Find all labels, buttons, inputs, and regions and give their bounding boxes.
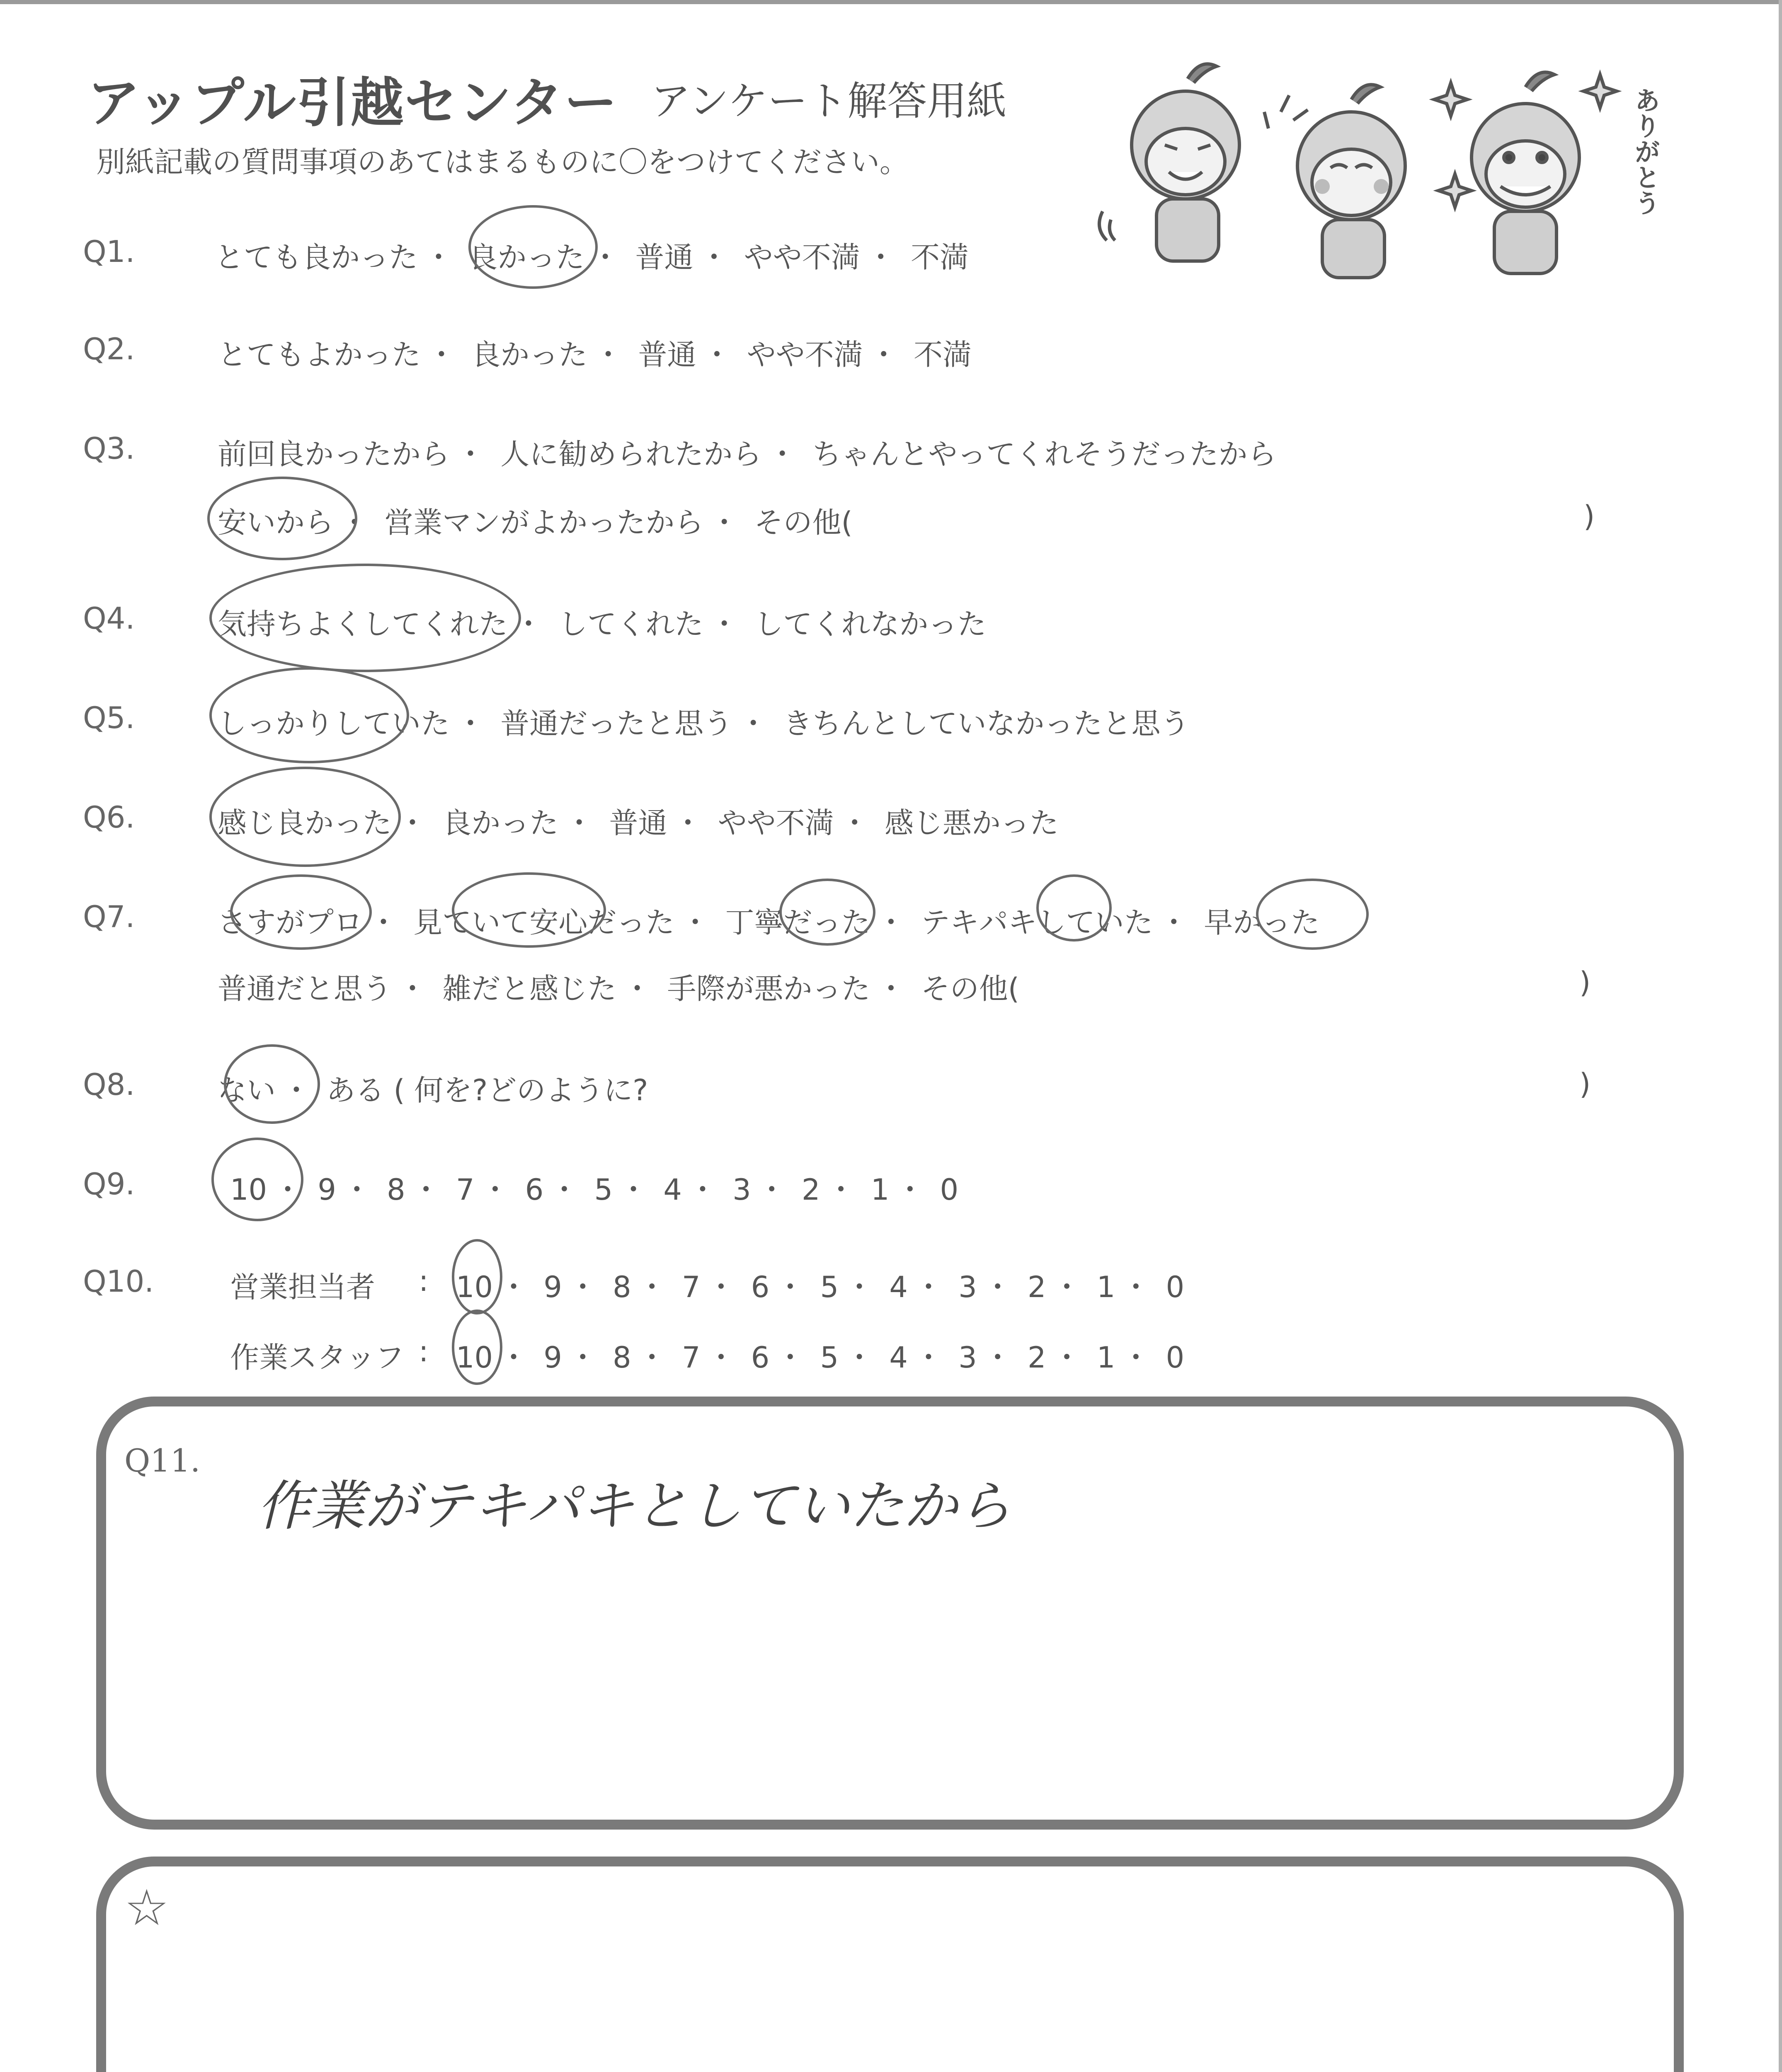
q10-staff-score-2[interactable]: 2 [1028, 1341, 1046, 1375]
q10-sales-colon: : [419, 1264, 429, 1298]
q10-sales-score-2[interactable]: 2 [1028, 1270, 1046, 1304]
q9-number: Q9. [83, 1167, 135, 1201]
q7-option-other[interactable]: その他( [921, 972, 1020, 1006]
q3-option-5[interactable]: 営業マンがよかったから [384, 506, 704, 540]
q10-sales-score-4[interactable]: 4 [889, 1270, 908, 1304]
q7-close-paren: ) [1579, 966, 1591, 1000]
q10-staff-score-1[interactable]: 1 [1096, 1341, 1115, 1375]
q5-option-2[interactable]: 普通だったと思う [500, 707, 733, 741]
q10-staff-score-6[interactable]: 6 [751, 1341, 770, 1375]
q7-option-6[interactable]: 普通だと思う [218, 972, 392, 1006]
q2-option-1[interactable]: とてもよかった [218, 338, 421, 372]
q4-number: Q4. [83, 601, 135, 636]
q10-staff-scale: 10 ・ 9 ・ 8 ・ 7 ・ 6 ・ 5 ・ 4 ・ 3 ・ 2 ・ 1 ・ 0 [456, 1341, 1185, 1375]
mascot-monkey-1 [1099, 64, 1239, 261]
q10-sales-score-3[interactable]: 3 [958, 1270, 977, 1304]
q6-options: 感じ良かった ・ 良かった ・ 普通 ・ やや不満 ・ 感じ悪かった [218, 806, 1059, 840]
q10-sales-score-6[interactable]: 6 [751, 1270, 770, 1304]
q3-options-line-1: 前回良かったから ・ 人に勧められたから ・ ちゃんとやってくれそうだったから [218, 437, 1277, 471]
q9-score-9[interactable]: 9 [318, 1173, 336, 1207]
mascot-illustration [1086, 62, 1666, 294]
q10-sales-score-5[interactable]: 5 [820, 1270, 839, 1304]
q9-score-2[interactable]: 2 [802, 1173, 820, 1207]
q11-answer-box[interactable] [96, 1397, 1684, 1830]
q6-option-4[interactable]: やや不満 [718, 806, 834, 840]
q10-staff-score-8[interactable]: 8 [613, 1341, 631, 1375]
q10-staff-score-3[interactable]: 3 [958, 1341, 977, 1375]
q2-options: とてもよかった ・ 良かった ・ 普通 ・ やや不満 ・ 不満 [218, 338, 972, 372]
q7-number: Q7. [83, 899, 135, 934]
q4-option-2[interactable]: してくれた [558, 607, 704, 641]
q3-close-paren: ) [1583, 499, 1595, 533]
q2-option-3[interactable]: 普通 [638, 338, 696, 372]
q1-option-2[interactable]: 良かった [468, 240, 585, 274]
q8-close-paren: ) [1579, 1067, 1591, 1101]
company-title: アップル引越センター [87, 72, 618, 134]
q1-option-4[interactable]: やや不満 [744, 240, 860, 274]
answer-circle-q10-sales [452, 1239, 502, 1314]
q2-option-2[interactable]: 良かった [471, 338, 588, 372]
q10-staff-score-9[interactable]: 9 [543, 1341, 562, 1375]
q10-staff-score-4[interactable]: 4 [889, 1341, 908, 1375]
q8-number: Q8. [83, 1067, 135, 1102]
q5-option-3[interactable]: きちんとしていなかったと思う [783, 707, 1190, 741]
q4-option-1[interactable]: 気持ちよくしてくれた [218, 607, 508, 641]
q7-option-4[interactable]: テキパキしていた [921, 905, 1153, 939]
answer-circle-q3 [207, 477, 357, 560]
q10-number: Q10. [83, 1264, 154, 1299]
q8-options: ない ・ ある ( 何を?どのように? [218, 1073, 648, 1107]
q10-sales-score-8[interactable]: 8 [613, 1270, 631, 1304]
answer-circle-q7-relief [452, 872, 606, 948]
q10-staff-score-10[interactable]: 10 [456, 1341, 493, 1375]
form-subtitle: アンケート解答用紙 [651, 78, 1007, 124]
q9-score-6[interactable]: 6 [525, 1173, 544, 1207]
q10-sales-score-10[interactable]: 10 [456, 1270, 493, 1304]
q9-score-1[interactable]: 1 [870, 1173, 890, 1207]
q1-number: Q1. [83, 234, 135, 269]
q3-option-1[interactable]: 前回良かったから [218, 437, 450, 471]
q2-option-5[interactable]: 不満 [914, 338, 972, 372]
q9-score-0[interactable]: 0 [940, 1173, 959, 1207]
answer-circle-q7-brisk [1036, 874, 1112, 942]
answer-circle-q7-fast [1256, 879, 1369, 950]
q6-option-5[interactable]: 感じ悪かった [885, 806, 1059, 840]
q10-sales-score-9[interactable]: 9 [543, 1270, 562, 1304]
q4-option-3[interactable]: してくれなかった [754, 607, 987, 641]
q10-sales-score-0[interactable]: 0 [1166, 1270, 1185, 1304]
mascot-monkey-3 [1434, 72, 1617, 274]
answer-circle-q6 [209, 767, 401, 867]
q7-options-line-2: 普通だと思う ・ 雑だと感じた ・ 手際が悪かった ・ その他( [218, 972, 1020, 1006]
q9-score-3[interactable]: 3 [732, 1173, 751, 1207]
q9-score-10[interactable]: 10 [230, 1173, 267, 1207]
q3-option-other[interactable]: その他( [754, 506, 853, 540]
q9-score-8[interactable]: 8 [387, 1173, 405, 1207]
q1-option-3[interactable]: 普通 [635, 240, 693, 274]
answer-circle-q5 [209, 667, 409, 763]
thanks-text: ありがとう [1630, 87, 1661, 215]
q3-option-3[interactable]: ちゃんとやってくれそうだったから [812, 437, 1277, 471]
q1-option-1[interactable]: とても良かった [215, 240, 418, 274]
q7-option-8[interactable]: 手際が悪かった [667, 972, 870, 1006]
q9-scale: 10 ・ 9 ・ 8 ・ 7 ・ 6 ・ 5 ・ 4 ・ 3 ・ 2 ・ 1 ・ 0 [230, 1173, 959, 1207]
q7-option-1[interactable]: さすがプロ [218, 905, 363, 939]
q5-option-1[interactable]: しっかりしていた [218, 707, 450, 741]
q9-score-5[interactable]: 5 [594, 1173, 613, 1207]
q5-number: Q5. [83, 700, 135, 735]
q3-option-2[interactable]: 人に勧められたから [500, 437, 762, 471]
q7-option-5[interactable]: 早かった [1204, 905, 1320, 939]
q7-option-2[interactable]: 見ていて安心だった [413, 905, 675, 939]
q10-staff-score-7[interactable]: 7 [681, 1341, 701, 1375]
q10-staff-label: 作業スタッフ [230, 1341, 404, 1375]
q6-number: Q6. [83, 800, 135, 835]
scan-right-edge [1779, 0, 1782, 2072]
q11-handwritten-answer: 作業がテキパキとしていたから [257, 1474, 1012, 1537]
q3-number: Q3. [83, 431, 135, 466]
q4-options: 気持ちよくしてくれた ・ してくれた ・ してくれなかった [218, 607, 987, 641]
q10-sales-label: 営業担当者 [230, 1270, 375, 1304]
q6-option-3[interactable]: 普通 [609, 806, 667, 840]
q7-option-7[interactable]: 雑だと感じた [442, 972, 617, 1006]
q10-staff-colon: : [419, 1334, 429, 1368]
q3-option-4[interactable]: 安いから [218, 506, 334, 540]
mascot-monkey-2 [1264, 85, 1405, 278]
answer-circle-q9 [211, 1138, 303, 1221]
q5-options: しっかりしていた ・ 普通だったと思う ・ きちんとしていなかったと思う [218, 707, 1190, 741]
q7-options-line-1: さすがプロ ・ 見ていて安心だった ・ 丁寧だった ・ テキパキしていた ・ 早かった [218, 905, 1320, 939]
answer-circle-q7-pro [230, 874, 372, 950]
scan-top-edge [0, 0, 1782, 4]
form-instruction: 別紙記載の質問事項のあてはまるものに〇をつけてください。 [96, 145, 909, 179]
q7-option-3[interactable]: 丁寧だった [725, 905, 870, 939]
q2-option-4[interactable]: やや不満 [747, 338, 863, 372]
answer-circle-q1 [468, 205, 598, 289]
q9-score-4[interactable]: 4 [663, 1173, 682, 1207]
answer-circle-q4 [209, 564, 521, 672]
comments-box[interactable] [96, 1857, 1684, 2072]
q8-option-1[interactable]: ない [218, 1073, 276, 1107]
q1-options: とても良かった ・ 良かった ・ 普通 ・ やや不満 ・ 不満 [215, 240, 969, 274]
q10-staff-score-5[interactable]: 5 [820, 1341, 839, 1375]
q1-option-5[interactable]: 不満 [911, 240, 969, 274]
q11-label: Q11. [124, 1442, 201, 1479]
q6-option-1[interactable]: 感じ良かった [218, 806, 392, 840]
q3-options-line-2: 安いから ・ 営業マンがよかったから ・ その他( [218, 506, 853, 540]
q2-number: Q2. [83, 332, 135, 366]
answer-circle-q8 [224, 1044, 320, 1124]
q10-sales-scale: 10 ・ 9 ・ 8 ・ 7 ・ 6 ・ 5 ・ 4 ・ 3 ・ 2 ・ 1 ・ 0 [456, 1270, 1185, 1304]
q6-option-2[interactable]: 良かった [442, 806, 559, 840]
q9-score-7[interactable]: 7 [456, 1173, 475, 1207]
comments-star-label: ☆ [124, 1879, 169, 1937]
q10-sales-score-1[interactable]: 1 [1096, 1270, 1115, 1304]
q10-staff-score-0[interactable]: 0 [1166, 1341, 1185, 1375]
answer-circle-q7-polite [779, 879, 875, 946]
answer-circle-q10-staff [452, 1310, 502, 1385]
q8-option-2[interactable]: ある ( 何を?どのように? [326, 1073, 648, 1107]
q10-sales-score-7[interactable]: 7 [681, 1270, 701, 1304]
